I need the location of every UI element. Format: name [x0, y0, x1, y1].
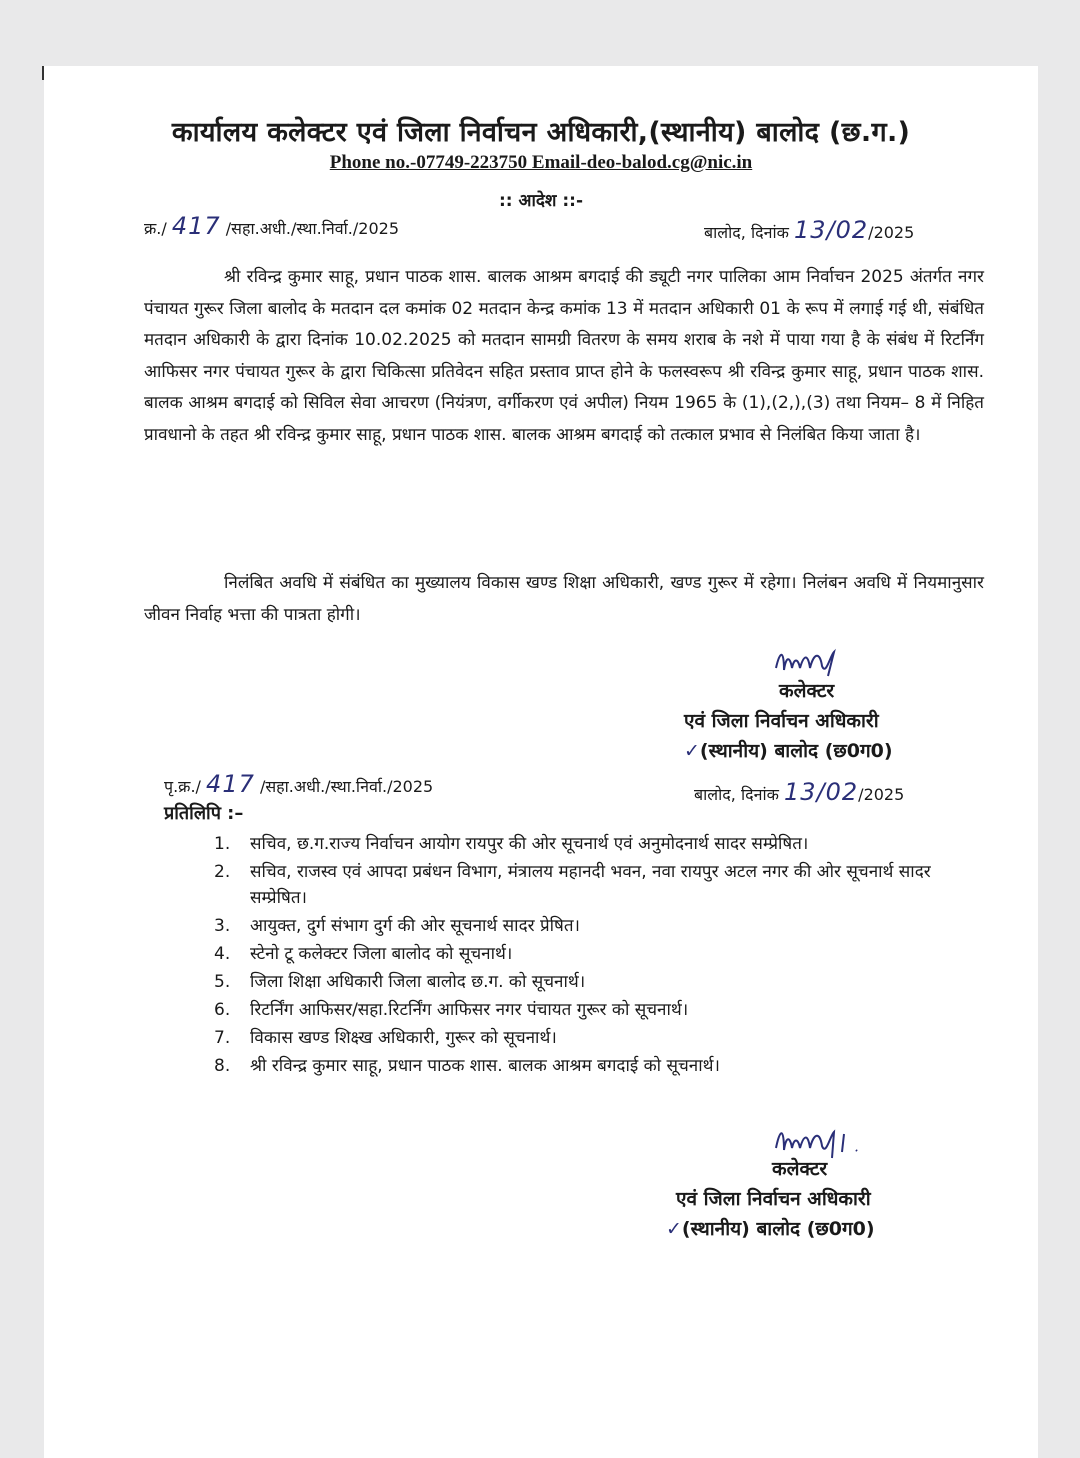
list-item: [214, 969, 984, 995]
list-item-text: श्री रविन्द्र कुमार साहू, प्रधान पाठक शास. बालक आश्रम बगदाई को सूचनार्थ।: [250, 1056, 720, 1076]
signature-2-line-3: [666, 1214, 875, 1244]
signature-1-line-1: कलेक्टर: [779, 680, 835, 702]
copy-ref-prefix: पृ.क्र./: [164, 777, 201, 796]
list-item: [214, 859, 984, 911]
order-paragraph-2-text: निलंबित अवधि में संबंधित का मुख्यालय विकास खण्ड शिक्षा अधिकारी, खण्ड गुरूर में रहेगा। निलंबन अवधि में नियमानुसार जीवन निर्वाह भत्ता की पात्रता होगी।: [144, 573, 984, 625]
order-date-prefix: बालोद, दिनांक: [704, 223, 789, 242]
order-ref-number: 417: [171, 212, 221, 240]
list-item: [214, 831, 984, 857]
order-paragraph-2: [144, 568, 984, 631]
order-paragraph-1-text: श्री रविन्द्र कुमार साहू, प्रधान पाठक शास. बालक आश्रम बगदाई की ड्यूटी नगर पालिका आम निर्वाचन 2025 अंतर्गत नगर पंचायत गुरूर जिला बालोद के मतदान दल कमांक 02 मतदान केन्द्र कमांक 13 में मतदान अधिकारी 01 के रूप में लगाई गई थी, संबंधित मतदान अधिकारी के द्वारा दिनांक 10.02.2025 को मतदान सामग्री वितरण के समय शराब के नशे में पाया गया है के संबंध में रिटर्निंग आफिसर नगर पंचायत गुरूर के द्वारा चिकित्सा प्रतिवेदन सहित प्रस्ताव प्राप्त होने के फलस्वरूप श्री रविन्द्र कुमार साहू, प्रधान पाठक शास. बालक आश्रम बगदाई को सिविल सेवा आचरण (नियंत्रण, वर्गीकरण एवं अपील) नियम 1965 के (1),(2,),(3) तथा नियम– 8 में निहित प्रावधानो के तहत श्री रविन्द्र कुमार साहू, प्रधान पाठक शास. बालक आश्रम बगदाई को तत्काल प्रभाव से निलंबित किया जाता है।: [144, 267, 984, 445]
list-item: [214, 913, 984, 939]
contact-line: Phone no.-07749-223750 Email-deo-balod.cg@nic.in: [329, 152, 753, 173]
list-item-text: विकास खण्ड शिक्ष्ख अधिकारी, गुरूर को सूचनार्थ।: [250, 1028, 557, 1048]
list-item-number: 2.: [214, 862, 231, 882]
document-page: [44, 66, 1038, 1458]
order-ref-prefix: क्र./: [144, 219, 167, 238]
copy-reference: [164, 770, 433, 798]
list-item-text: सचिव, राजस्व एवं आपदा प्रबंधन विभाग, मंत्रालय महानदी भवन, नवा रायपुर अटल नगर की ओर सूचनार्थ सादर सम्प्रेषित।: [250, 862, 931, 908]
order-paragraph-1: [144, 262, 984, 451]
signature-2-line-3-text: (स्थानीय) बालोद (छ0ग0): [681, 1218, 875, 1240]
list-item-number: 7.: [214, 1028, 231, 1048]
copy-date-handwritten: 13/02: [784, 778, 859, 806]
initial-mark-icon: ✓: [666, 1218, 682, 1240]
signature-2-line-1: कलेक्टर: [772, 1158, 828, 1180]
order-reference: [144, 212, 399, 240]
signature-1-line-3: [684, 736, 893, 766]
signature-1-line-2: एवं जिला निर्वाचन अधिकारी: [684, 710, 879, 732]
list-item-number: 1.: [214, 834, 231, 854]
signature-2-line-2: एवं जिला निर्वाचन अधिकारी: [676, 1188, 871, 1210]
copy-heading: प्रतिलिपि :–: [164, 803, 244, 824]
list-item-text: जिला शिक्षा अधिकारी जिला बालोद छ.ग. को सूचनार्थ।: [250, 972, 586, 992]
list-item: [214, 1025, 984, 1051]
list-item-number: 6.: [214, 1000, 231, 1020]
copy-ref-suffix: /सहा.अधी./स्था.निर्वा./2025: [259, 777, 434, 796]
list-item-number: 5.: [214, 972, 231, 992]
list-item: [214, 997, 984, 1023]
list-item-text: स्टेनो टू कलेक्टर जिला बालोद को सूचनार्थ।: [250, 944, 513, 964]
order-date-handwritten: 13/02: [794, 216, 869, 244]
copy-ref-number: 417: [206, 770, 255, 798]
initial-mark-icon: ✓: [684, 740, 700, 762]
order-date: [704, 216, 914, 244]
list-item: [214, 941, 984, 967]
list-item-text: आयुक्त, दुर्ग संभाग दुर्ग की ओर सूचनार्थ सादर प्रेषित।: [250, 916, 580, 936]
order-ref-suffix: /सहा.अधी./स्था.निर्वा./2025: [225, 219, 400, 238]
list-item-number: 8.: [214, 1056, 231, 1076]
handwritten-signature-icon: [772, 646, 852, 678]
order-heading: :: आदेश ::-: [498, 191, 584, 211]
copy-list: [214, 831, 984, 1081]
list-item-number: 4.: [214, 944, 231, 964]
list-item-text: सचिव, छ.ग.राज्य निर्वाचन आयोग रायपुर की ओर सूचनार्थ एवं अनुमोदनार्थ सादर सम्प्रेषित।: [250, 834, 809, 854]
signature-1-line-3-text: (स्थानीय) बालोद (छ0ग0): [699, 740, 893, 762]
copy-date-year: /2025: [858, 785, 905, 804]
list-item: [214, 1053, 984, 1079]
copy-date-prefix: बालोद, दिनांक: [694, 785, 779, 804]
order-date-year: /2025: [868, 223, 915, 242]
list-item-text: रिटर्निंग आफिसर/सहा.रिटर्निंग आफिसर नगर पंचायत गुरूर को सूचनार्थ।: [250, 1000, 689, 1020]
office-title: कार्यालय कलेक्टर एवं जिला निर्वाचन अधिकारी,(स्थानीय) बालोद (छ.ग.): [171, 117, 911, 148]
copy-date: [694, 778, 904, 806]
list-item-number: 3.: [214, 916, 231, 936]
